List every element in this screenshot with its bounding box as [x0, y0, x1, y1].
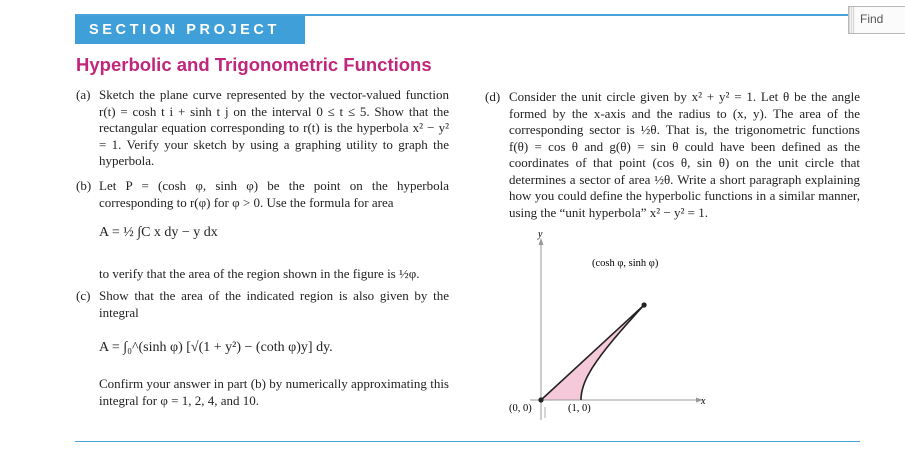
part-b-label: (b) — [76, 178, 92, 193]
part-c-text: Show that the area of the indicated region is also given by the integral — [99, 288, 449, 320]
find-grip-icon — [849, 7, 855, 33]
find-label[interactable]: Find — [860, 12, 884, 26]
page-title: Hyperbolic and Trigonometric Functions — [76, 54, 432, 75]
hyperbola-curve — [581, 305, 644, 400]
vertex-label: (1, 0) — [568, 403, 591, 414]
find-box[interactable] — [848, 6, 905, 34]
origin-point — [538, 397, 543, 402]
x-axis-label: x — [701, 396, 706, 407]
area-formula-c: A = ∫₀^(sinh φ) [√(1 + y²) − (coth φ)y] dy. — [99, 340, 333, 355]
part-c-after: Confirm your answer in part (b) by numerically approximating this integral for φ = 1, 2, 4, and 10. — [99, 376, 449, 408]
part-b — [76, 178, 449, 211]
part-d-text: Consider the unit circle given by x² + y² = 1. Let θ be the angle formed by the x-axis and the radius to (x, y). The area of the corresponding sector is ½θ. That is, the trigonometric functions f(θ) = cos θ and g(θ) = sin θ could have been defined as the coordinates of that point (cos θ, sin θ) on the unit circle that determines a sector of area ½θ. Write a short paragraph explaining how you could define the hyperbolic functions in a similar manner, using the “unit hyperbola” x² − y² = 1. — [509, 89, 860, 220]
origin-label: (0, 0) — [509, 403, 532, 414]
part-c-label: (c) — [76, 288, 91, 303]
point-label: (cosh φ, sinh φ) — [592, 258, 659, 269]
part-b-after: to verify that the area of the region shown in the figure is ½φ. — [99, 266, 420, 281]
part-b-text: Let P = (cosh φ, sinh φ) be the point on the hyperbola corresponding to r(φ) for φ > 0. Use the formula for area — [99, 178, 449, 210]
part-d-label: (d) — [485, 89, 501, 104]
area-formula-b: A = ½ ∫C x dy − y dx — [99, 225, 218, 240]
bottom-rule — [75, 441, 860, 442]
part-a-text: Sketch the plane curve represented by the vector-valued function r(t) = cosh t i + sinh t j on the interval 0 ≤ t ≤ 5. Show that the rectangular equation corresponding to r(t) is the hyperbola x² − y² = 1. Verify your sketch by using a graphing utility to graph the hyperbola. — [99, 87, 449, 168]
section-project-banner: SECTION PROJECT — [75, 16, 305, 44]
part-d — [485, 89, 860, 221]
part-a-label: (a) — [76, 87, 91, 102]
radius-line — [541, 305, 644, 400]
part-a — [76, 87, 449, 170]
hyperbola-figure — [500, 228, 730, 428]
part-c — [76, 288, 449, 321]
y-axis-label: y — [538, 229, 543, 240]
point-p — [642, 302, 647, 307]
